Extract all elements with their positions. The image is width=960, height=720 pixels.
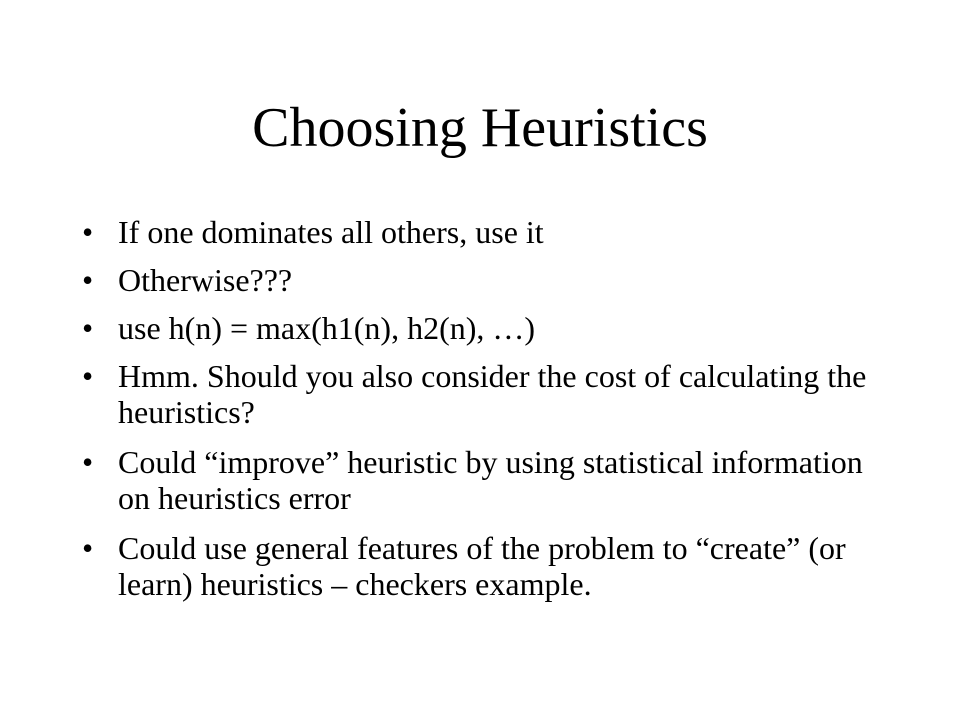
- bullet-item: [82, 530, 882, 602]
- bullet-dot-icon: •: [82, 444, 94, 480]
- bullet-dot-icon: •: [82, 214, 94, 250]
- bullet-item: [82, 310, 882, 346]
- bullet-item: [82, 358, 882, 430]
- bullet-item: [82, 214, 882, 250]
- bullet-dot-icon: •: [82, 530, 94, 566]
- bullet-dot-icon: •: [82, 358, 94, 394]
- bullet-item: [82, 444, 882, 516]
- slide-title: Choosing Heuristics: [252, 97, 708, 159]
- bullet-dot-icon: •: [82, 262, 94, 298]
- bullet-text: Hmm. Should you also consider the cost of calculating the heuristics?: [118, 358, 867, 430]
- bullet-text: Otherwise???: [118, 262, 293, 298]
- bullet-list: [82, 214, 882, 614]
- bullet-text: If one dominates all others, use it: [118, 214, 544, 250]
- bullet-item: [82, 262, 882, 298]
- bullet-dot-icon: •: [82, 310, 94, 346]
- bullet-text: Could use general features of the problem to “create” (or learn) heuristics – checkers example.: [118, 530, 846, 602]
- bullet-text: use h(n) = max(h1(n), h2(n), …): [118, 310, 536, 346]
- bullet-text: Could “improve” heuristic by using statistical information on heuristics error: [118, 444, 863, 516]
